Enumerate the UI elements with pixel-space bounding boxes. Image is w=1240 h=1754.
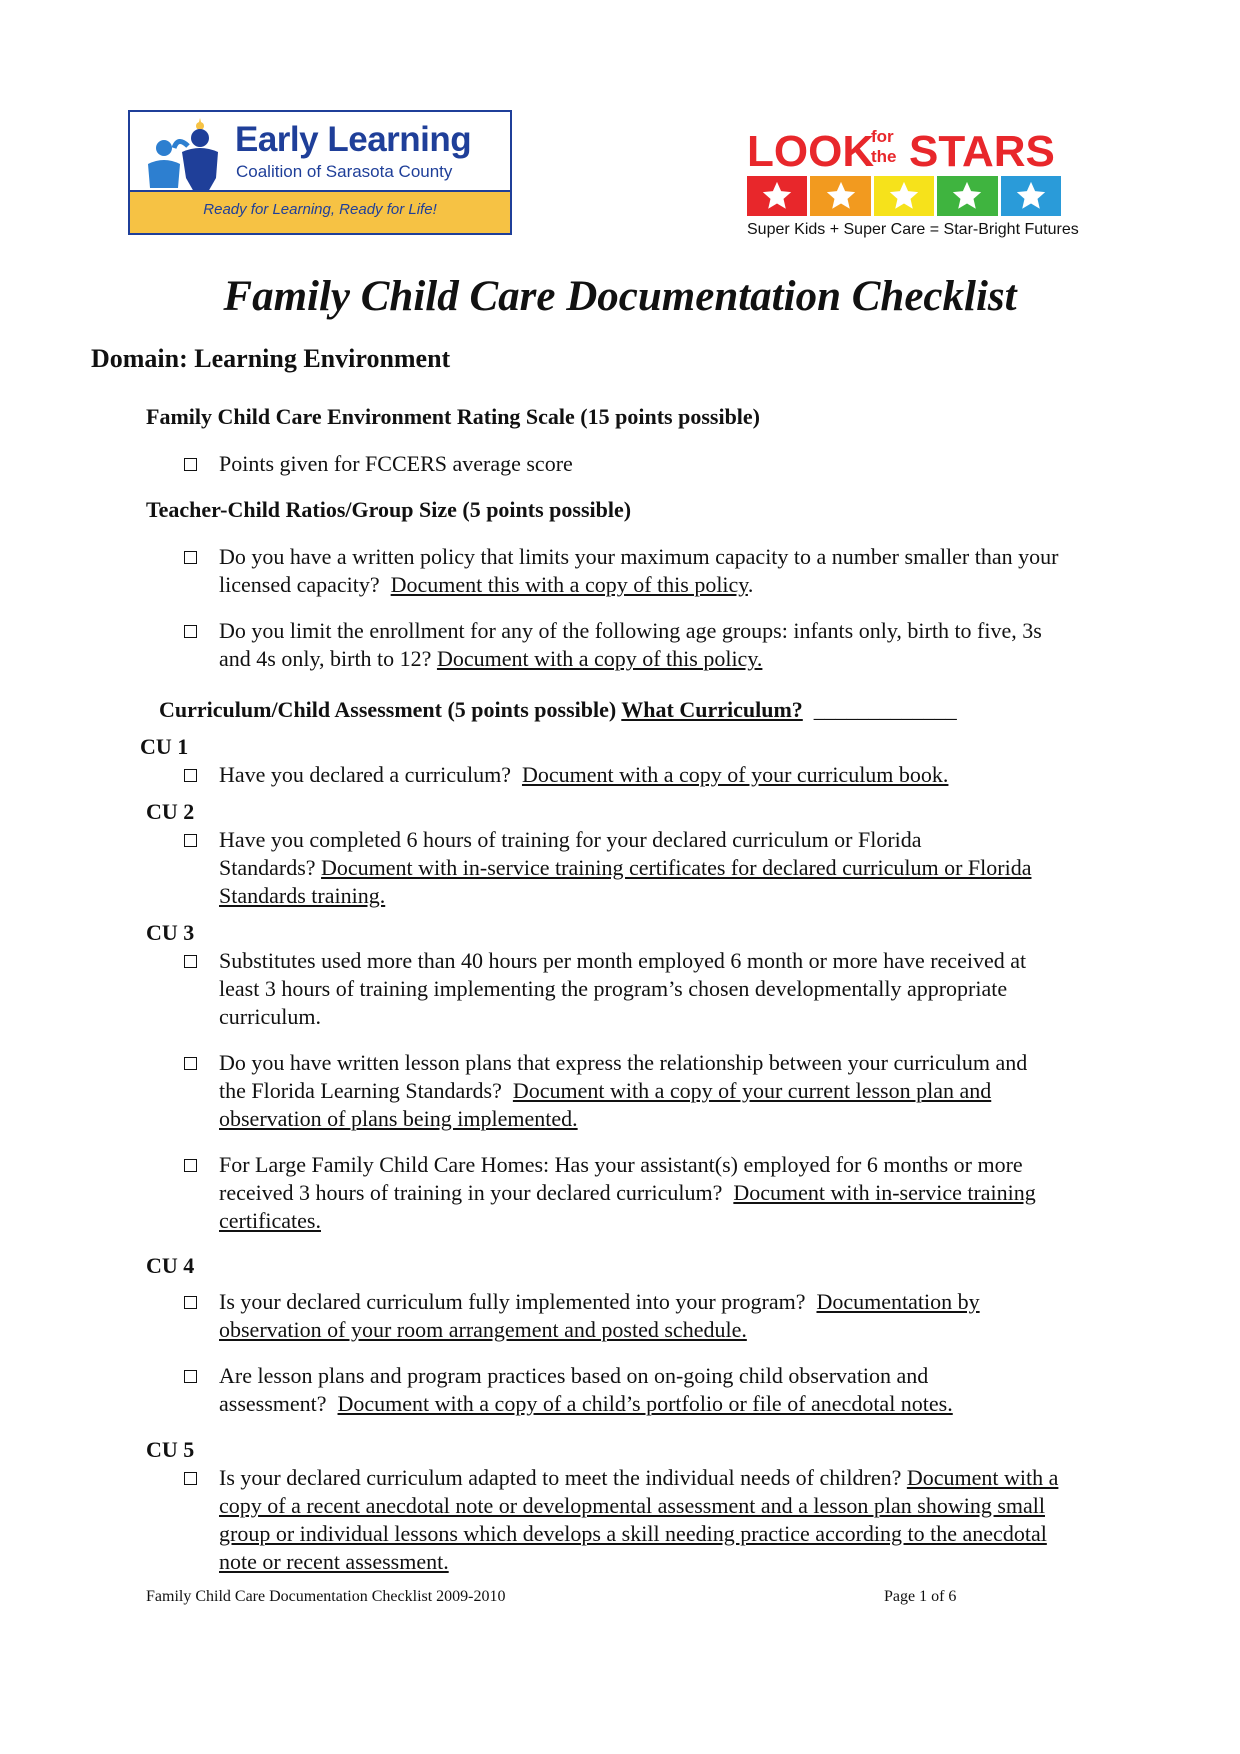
cu3-label: CU 3 <box>146 920 195 945</box>
curriculum-question: What Curriculum? <box>621 697 803 722</box>
star-tile <box>810 176 870 216</box>
checklist-item <box>219 1362 1059 1418</box>
stars-tagline: Super Kids + Super Care = Star-Bright Futures <box>747 221 1079 238</box>
curriculum-heading <box>159 697 957 723</box>
star-tile <box>937 176 997 216</box>
documentation-text: Document with a copy of this policy. <box>436 646 763 671</box>
checkbox[interactable] <box>184 1057 197 1070</box>
documentation-text: Document with in-service training certificates for declared curriculum or Florida Standards training. <box>219 855 1032 908</box>
item-text: Points given for FCCERS average score <box>219 451 573 476</box>
early-learning-tagline-band <box>130 190 510 233</box>
checklist-item <box>219 1464 1059 1576</box>
item-text: Have you declared a curriculum? <box>219 762 511 787</box>
early-learning-name: Early Learning <box>235 120 472 159</box>
checkbox[interactable] <box>184 551 197 564</box>
star-icon <box>887 179 921 213</box>
stars-wordmark <box>747 124 1061 172</box>
documentation-text: Document with a copy of a recent anecdotal note or developmental assessment and a lesson plan showing small group or individual lessons which develops a skill needing practice according to the anecdotal note or recent assessment. <box>219 1465 1059 1574</box>
documentation-text: Document with a copy of your current lesson plan and observation of plans being implemented. <box>219 1078 992 1131</box>
cu1-label: CU 1 <box>140 734 189 759</box>
checkbox[interactable] <box>184 769 197 782</box>
checkbox[interactable] <box>184 625 197 638</box>
documentation-text: Document this with a copy of this policy <box>390 572 748 597</box>
cu2-label: CU 2 <box>146 799 195 824</box>
curriculum-heading-text: Curriculum/Child Assessment (5 points possible) <box>159 697 617 722</box>
star-icon <box>950 179 984 213</box>
star-tile <box>874 176 934 216</box>
stars-title-for: for <box>871 127 894 146</box>
item-text: Do you have a written policy that limits your maximum capacity to a number smaller than your licensed capacity? <box>219 544 1059 597</box>
item-text: Do you limit the enrollment for any of the following age groups: infants only, birth to five, 3s and 4s only, birth to 12? <box>219 618 1042 671</box>
children-figures-icon <box>136 118 236 194</box>
star-icon <box>760 179 794 213</box>
item-text-end: . <box>747 572 754 597</box>
item-text: Are lesson plans and program practices based on on-going child observation and assessment? <box>219 1363 929 1416</box>
page-title: Family Child Care Documentation Checklist <box>223 273 1017 320</box>
star-icon <box>824 179 858 213</box>
star-tile <box>1001 176 1061 216</box>
checklist-item <box>219 1288 1059 1344</box>
item-text: For Large Family Child Care Homes: Has your assistant(s) employed for 6 months or more received 3 hours of training in your declared curriculum? <box>219 1152 1023 1205</box>
domain-heading: Domain: Learning Environment <box>91 344 451 373</box>
star-icon <box>1014 179 1048 213</box>
checkbox[interactable] <box>184 1159 197 1172</box>
stars-title-stars: STARS <box>909 127 1055 172</box>
item-text: Is your declared curriculum fully implemented into your program? <box>219 1289 806 1314</box>
item-text: Have you completed 6 hours of training for your declared curriculum or Florida Standards? <box>219 827 922 880</box>
checkbox[interactable] <box>184 1296 197 1309</box>
documentation-text: Documentation by observation of your room arrangement and posted schedule. <box>219 1289 980 1342</box>
checklist-item <box>219 450 1059 478</box>
fccers-heading: Family Child Care Environment Rating Scale (15 points possible) <box>146 404 761 429</box>
star-tile <box>747 176 807 216</box>
checkbox[interactable] <box>184 834 197 847</box>
cu4-label: CU 4 <box>146 1253 195 1278</box>
checklist-item <box>219 761 1059 789</box>
documentation-text: Document with in-service training certificates. <box>219 1180 1036 1233</box>
checklist-item <box>219 617 1059 673</box>
checklist-item <box>219 947 1059 1031</box>
early-learning-tagline: Ready for Learning, Ready for Life! <box>203 201 437 218</box>
checklist-item <box>219 826 1059 910</box>
ratios-heading: Teacher-Child Ratios/Group Size (5 points possible) <box>146 497 632 522</box>
look-for-the-stars-logo <box>747 124 1079 246</box>
footer-left: Family Child Care Documentation Checklist 2009-2010 <box>146 1588 506 1605</box>
footer-page-number: Page 1 of 6 <box>884 1588 957 1605</box>
checkbox[interactable] <box>184 1472 197 1485</box>
early-learning-logo <box>128 110 512 235</box>
checklist-item <box>219 1151 1059 1235</box>
item-text: Do you have written lesson plans that express the relationship between your curriculum and the Florida Learning Standards? <box>219 1050 1028 1103</box>
documentation-text: Document with a copy of your curriculum book. <box>521 762 949 787</box>
stars-title-look: LOOK <box>747 127 875 172</box>
cu5-label: CU 5 <box>146 1437 195 1462</box>
checkbox[interactable] <box>184 458 197 471</box>
item-text: Substitutes used more than 40 hours per month employed 6 month or more have received at least 3 hours of training implementing the program’s chosen developmentally appropriate curriculum. <box>219 948 1027 1029</box>
item-text: Is your declared curriculum adapted to meet the individual needs of children? <box>219 1465 902 1490</box>
stars-title-the: the <box>871 147 897 166</box>
early-learning-subtitle: Coalition of Sarasota County <box>236 162 453 181</box>
documentation-text: Document with a copy of a child’s portfolio or file of anecdotal notes. <box>337 1391 953 1416</box>
checkbox[interactable] <box>184 1370 197 1383</box>
checklist-item <box>219 543 1059 599</box>
stars-row <box>747 176 1061 216</box>
curriculum-blank: _____________ <box>813 697 957 722</box>
checkbox[interactable] <box>184 955 197 968</box>
checklist-item <box>219 1049 1059 1133</box>
